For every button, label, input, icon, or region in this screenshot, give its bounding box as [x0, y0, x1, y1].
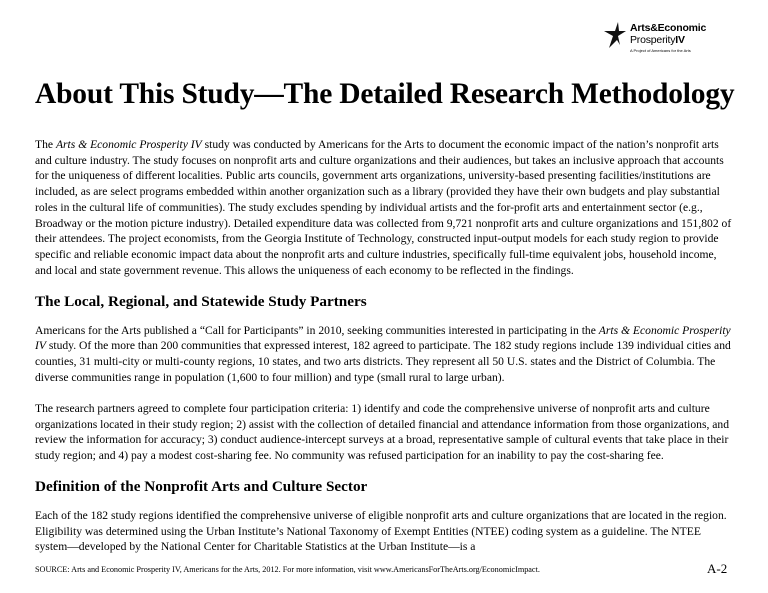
study-name: Arts & Economic Prosperity IV — [35, 323, 731, 353]
study-name: Arts & Economic Prosperity IV — [55, 138, 202, 151]
logo-tagline: A Project of Americans for the Arts — [630, 48, 691, 53]
intro-text: The — [35, 138, 56, 151]
logo-line2 — [630, 34, 685, 46]
paragraph-text: study. Of the more than 200 communities that expressed interest, 182 agreed to participate. The 182 study regions include 139 individual cities and counties, 31 multi-city or multi-county regions, 10 states, and two arts districts. They represent all 50 U.S. states and the District of Columbia. The diverse communities range in population (1,600 to four million) and type (small rural to large urban). — [35, 339, 731, 384]
definition-paragraph: Each of the 182 study regions identified the comprehensive universe of eligible nonprofit arts and culture organizations that are located in the region. Eligibility was determined using the Urban Institute’s National Taxonomy of Exempt Entities (NTEE) coding system as a guideline. The NTEE system—developed by the National Center for Charitable Statistics at the Urban Institute—is a — [35, 508, 727, 554]
document-body — [35, 137, 735, 570]
logo-line2-text: Prosperity — [630, 34, 676, 46]
page-title: About This Study—The Detailed Research Methodology — [35, 78, 735, 110]
study-partners-paragraph — [35, 323, 735, 386]
source-footer: SOURCE: Arts and Economic Prosperity IV, Americans for the Arts, 2012. For more information, visit www.AmericansForTheArts.org/EconomicImpact. — [35, 565, 540, 574]
section-heading-definition: Definition of the Nonprofit Arts and Culture Sector — [35, 478, 368, 496]
star-icon — [604, 22, 628, 48]
logo-line2-bold: IV — [675, 34, 685, 46]
intro-text: study was conducted by Americans for the Arts to document the economic impact of the nation’s nonprofit arts and culture industry. The study focuses on nonprofit arts and culture organizations and their audiences, but takes an inclusive approach that accounts for the uniqueness of different localities. Public arts councils, government arts organizations, university-based presenting facilities/institutions are included, as are select programs embedded within another organization such as a library (provided they have their own budgets and play substantial roles in the cultural life of communities). The study excludes spending by individual artists and the for-profit arts and entertainment sector (e.g., Broadway or the motion picture industry). Detailed expenditure data was collected from 9,721 nonprofit arts and culture organizations and 151,802 of their attendees. The project economists, from the Georgia Institute of Technology, constructed input-output models for each study region to provide specific and reliable economic impact data about the nonprofit arts and culture industries, specifically full-time equivalent jobs, household income, and local and state government revenue. This allows the uniqueness of each economy to be reflected in the findings. — [35, 138, 732, 277]
paragraph-text: Americans for the Arts published a “Call for Participants” in 2010, seeking communities interested in participating in the — [35, 323, 599, 337]
arts-economic-prosperity-logo — [604, 20, 754, 60]
logo-line1: Arts&Economic — [630, 22, 707, 34]
intro-paragraph — [35, 137, 735, 278]
page-number: A-2 — [707, 561, 728, 576]
section-heading-study-partners: The Local, Regional, and Statewide Study Partners — [35, 292, 367, 310]
participation-criteria-paragraph: The research partners agreed to complete four participation criteria: 1) identify and code the comprehensive universe of nonprofit arts and culture organizations located in their study region; 2) assist with the collection of detailed financial and attendance information from those organizations, and review the information for accuracy; 3) conduct audience-intercept surveys at a broad, representative sample of cultural events that take place in their study region; and 4) pay a modest cost-sharing fee. No community was refused participation for an inability to pay the cost-sharing fee. — [35, 401, 730, 462]
